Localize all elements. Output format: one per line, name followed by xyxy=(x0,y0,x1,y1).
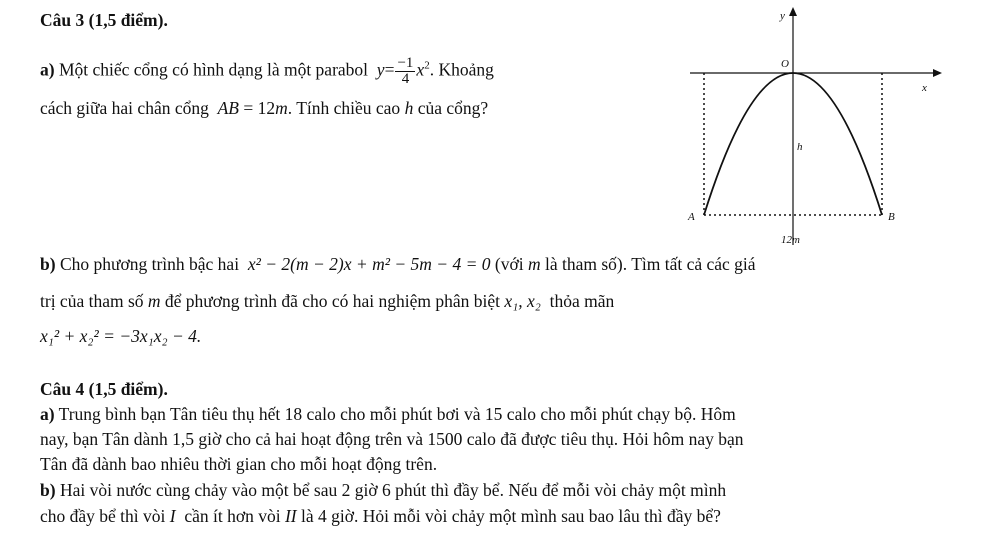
graph-label-x: x xyxy=(922,82,927,94)
q3-b-param-m: m xyxy=(527,254,541,274)
q3-a-line2-end: của cổng? xyxy=(417,98,489,118)
q3-b-line2-pre: trị của tham số xyxy=(40,291,144,311)
q3-b-line2-m: m xyxy=(147,291,161,311)
q3-b-condition: x₁² + x₂² = −3x₁x₂ − 4. xyxy=(40,326,202,346)
q4-a-line1 xyxy=(40,403,736,425)
q4-a-label: a) xyxy=(40,404,55,424)
q4-b-line2-mid: cần ít hơn vòi xyxy=(184,506,281,526)
q3-b-label: b) xyxy=(40,254,56,274)
q3-a-line1 xyxy=(40,56,494,87)
q4-b-label: b) xyxy=(40,480,56,500)
graph-label-width: 12m xyxy=(781,234,800,246)
q3-a-eq-y: y xyxy=(376,59,385,80)
q3-b-text2: (với xyxy=(494,254,524,274)
q3-title: Câu 3 (1,5 điểm). xyxy=(40,10,168,30)
q3-a-eq-exp: 2 xyxy=(424,59,430,72)
q3-a-line2-mid: . Tính chiều cao xyxy=(287,98,401,118)
q4-a-line1-text: Trung bình bạn Tân tiêu thụ hết 18 calo cho mỗi phút bơi và 15 calo cho mỗi phút chạy bộ. Hôm xyxy=(58,404,736,424)
q4-b-line2 xyxy=(40,505,721,527)
q3-a-eq-x: x xyxy=(416,59,425,80)
q4-b-line1-text: Hai vòi nước cùng chảy vào một bể sau 2 giờ 6 phút thì đầy bể. Nếu để mỗi vòi chảy một mình xyxy=(59,480,727,500)
q3-b-line2-end: thỏa mãn xyxy=(549,291,615,311)
q3-a-line2-h: h xyxy=(404,98,414,118)
q3-a-line2-pre: cách giữa hai chân cổng xyxy=(40,98,209,118)
q3-b-text3: là tham số). Tìm tất cả các giá xyxy=(545,254,756,274)
q3-a-line2-m: m xyxy=(275,98,288,118)
q3-a-eq-eq: = xyxy=(384,59,395,80)
x-axis-arrow-icon xyxy=(933,69,942,77)
q3-b-text1: Cho phương trình bậc hai xyxy=(59,254,240,274)
q3-b-line3 xyxy=(40,325,201,347)
graph-label-y: y xyxy=(780,10,785,22)
q3-b-line2-roots: x₁, x₂ xyxy=(504,291,541,311)
q4-a-line2: nay, bạn Tân dành 1,5 giờ cho cả hai hoạt động trên và 1500 calo đã được tiêu thụ. Hỏi hôm nay bạn xyxy=(40,429,744,449)
q4-b-line1 xyxy=(40,479,726,501)
q4-b-line2-pre: cho đầy bể thì vòi xyxy=(40,506,166,526)
q3-a-text1: Một chiếc cổng có hình dạng là một parabol xyxy=(58,59,369,80)
q3-b-equation: x² − 2(m − 2)x + m² − 5m − 4 = 0 xyxy=(247,254,491,274)
graph-label-o: O xyxy=(781,58,789,70)
y-axis-arrow-icon xyxy=(789,7,797,16)
q3-a-fraction xyxy=(395,56,415,87)
q4-title: Câu 4 (1,5 điểm). xyxy=(40,379,168,399)
graph-label-a: A xyxy=(688,211,695,223)
q3-a-frac-num: −1 xyxy=(397,55,414,71)
parabola-gate-graph xyxy=(670,5,950,250)
q3-a-text2: . Khoảng xyxy=(429,59,494,80)
q3-a-label: a) xyxy=(40,59,55,80)
q4-b-faucet-ii: II xyxy=(284,506,297,526)
q3-b-line1 xyxy=(40,253,756,275)
graph-label-h: h xyxy=(797,141,803,153)
q4-b-faucet-i: I xyxy=(169,506,176,526)
q4-a-line3: Tân đã dành bao nhiêu thời gian cho mỗi hoạt động trên. xyxy=(40,454,438,474)
q3-a-line2-val: = 12 xyxy=(243,98,276,118)
q3-b-line2-mid: để phương trình đã cho có hai nghiệm phân biệt xyxy=(164,291,501,311)
q4-b-line2-end: là 4 giờ. Hỏi mỗi vòi chảy một mình sau bao lâu thì đầy bể? xyxy=(301,506,721,526)
graph-label-b: B xyxy=(888,211,895,223)
q3-b-line2 xyxy=(40,290,614,312)
q3-a-line2-ab: AB xyxy=(217,98,239,118)
q3-a-line2 xyxy=(40,97,488,119)
q3-a-frac-den: 4 xyxy=(401,71,410,87)
